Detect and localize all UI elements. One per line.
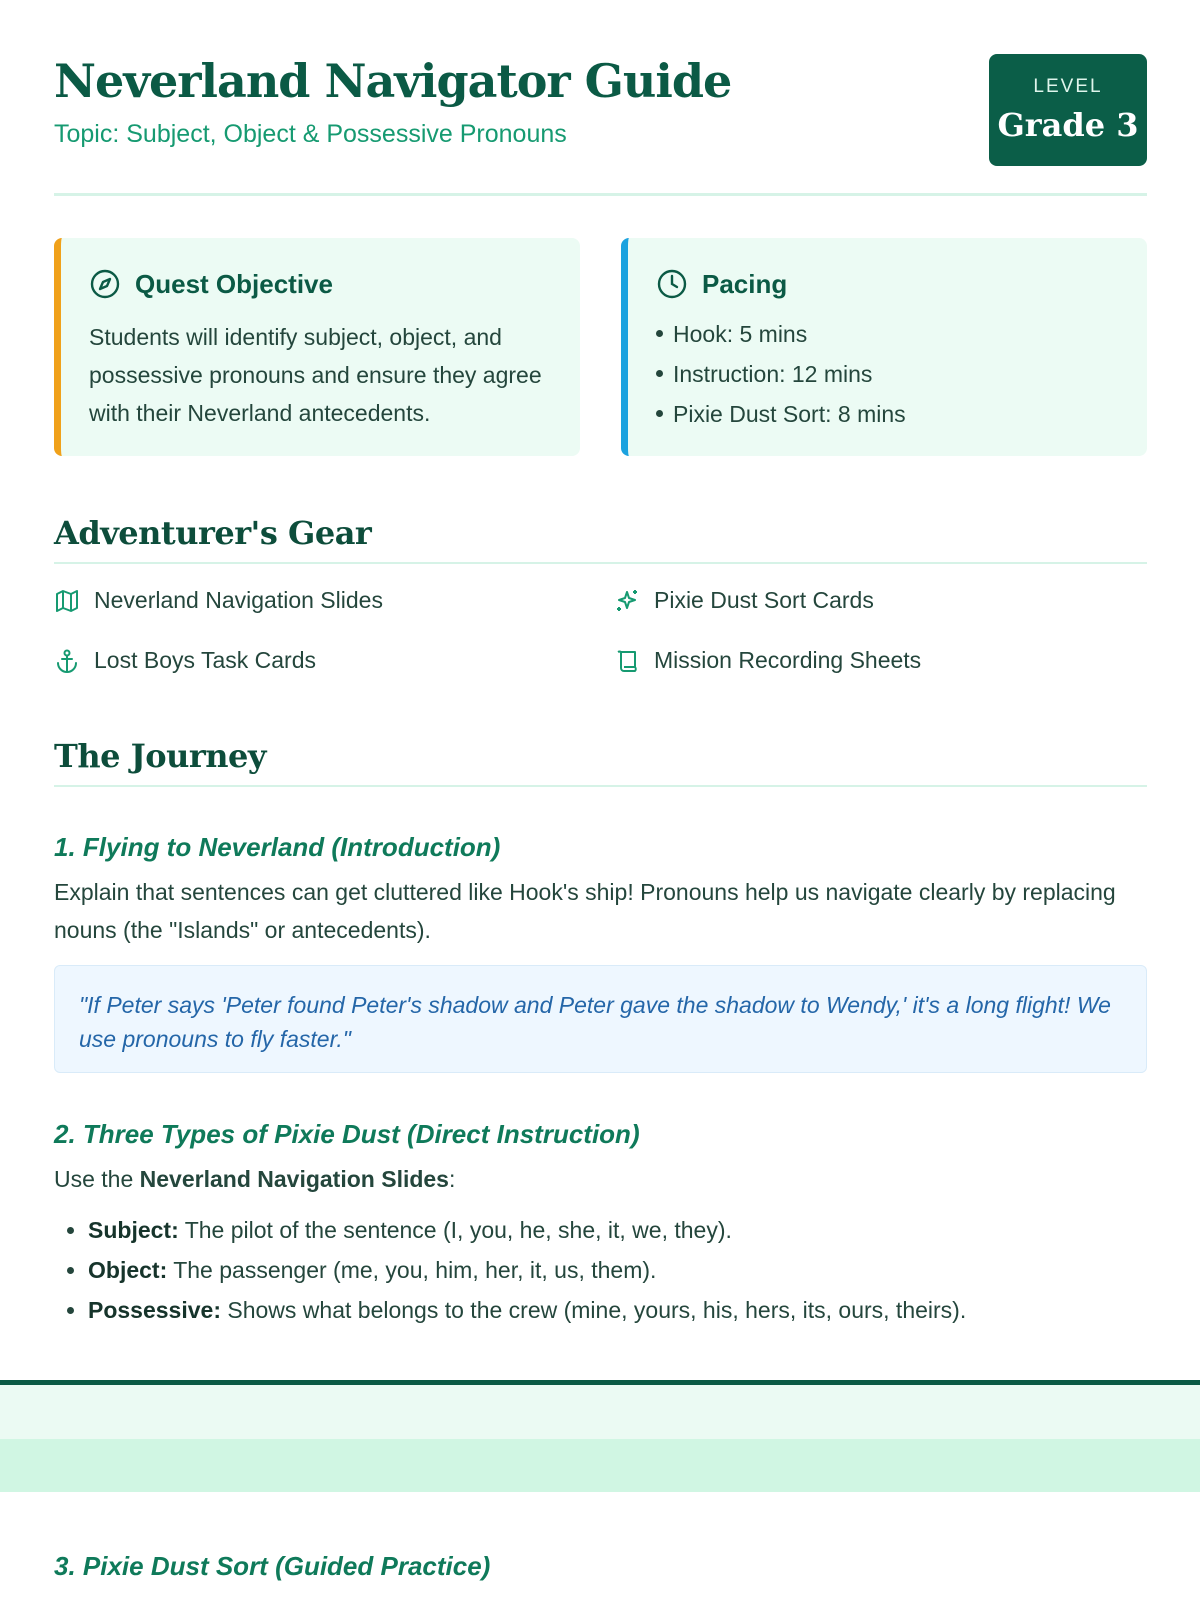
level-value: Grade 3 [997, 106, 1139, 144]
pacing-list [656, 314, 906, 434]
pacing-title: Pacing [702, 268, 788, 299]
gear-item [54, 647, 316, 674]
pacing-card [621, 238, 1147, 456]
clock-icon [656, 268, 688, 300]
map-icon [54, 588, 80, 614]
list-item: • Object: The passenger (me, you, him, her, it, us, them). [88, 1250, 966, 1290]
divider-band-mint [0, 1439, 1200, 1492]
quest-objective-text: Students will identify subject, object, and possessive pronouns and ensure they agree with their Neverland antecedents. [89, 324, 542, 426]
journey-heading: The Journey [54, 737, 1147, 787]
gear-item [614, 647, 921, 674]
gear-label: Pixie Dust Sort Cards [654, 587, 874, 613]
anchor-icon [54, 648, 80, 674]
step-1-title: 1. Flying to Neverland (Introduction) [54, 832, 501, 862]
page-title: Neverland Navigator Guide [54, 54, 732, 108]
step-2-title: 2. Three Types of Pixie Dust (Direct Instruction) [54, 1119, 640, 1149]
list-item: • Possessive: Shows what belongs to the crew (mine, yours, his, hers, its, ours, theirs). [88, 1290, 966, 1330]
quest-objective-title: Quest Objective [135, 268, 333, 299]
pacing-item: Hook: 5 mins [656, 314, 906, 354]
gear-item [54, 587, 383, 614]
page-header [54, 54, 1147, 196]
slides-reference: Neverland Navigation Slides [139, 1166, 449, 1192]
gear-label: Mission Recording Sheets [654, 647, 922, 673]
example-quote: "If Peter says 'Peter found Peter's shadow and Peter gave the shadow to Wendy,' it's a long flight! We use pronouns to fly faster." [54, 965, 1147, 1073]
gear-label: Neverland Navigation Slides [94, 587, 383, 613]
pacing-item: Instruction: 12 mins [656, 354, 906, 394]
step-2-intro: Use the Neverland Navigation Slides: [54, 1166, 456, 1192]
step-3-title: 3. Pixie Dust Sort (Guided Practice) [54, 1551, 491, 1581]
gear-heading: Adventurer's Gear [54, 514, 1147, 564]
quest-objective-heading [89, 268, 333, 300]
compass-icon [89, 268, 121, 300]
gear-item [614, 587, 874, 614]
divider-band-light [0, 1385, 1200, 1439]
level-badge [989, 54, 1147, 166]
gear-label: Lost Boys Task Cards [94, 647, 317, 673]
step-1-text: Explain that sentences can get cluttered like Hook's ship! Pronouns help us navigate clearly by replacing nouns (the "Islands" or antecedents). [54, 879, 1116, 943]
page-subtitle: Topic: Subject, Object & Possessive Pronouns [54, 120, 567, 148]
level-label: LEVEL [1033, 76, 1103, 97]
pacing-item: Pixie Dust Sort: 8 mins [656, 394, 906, 434]
pronoun-type-list [88, 1210, 966, 1330]
list-item: • Subject: The pilot of the sentence (I, you, he, she, it, we, they). [88, 1210, 966, 1250]
quest-objective-card [54, 238, 580, 456]
scroll-icon [614, 648, 640, 674]
sparkles-icon [614, 588, 640, 614]
pacing-heading [656, 268, 787, 300]
